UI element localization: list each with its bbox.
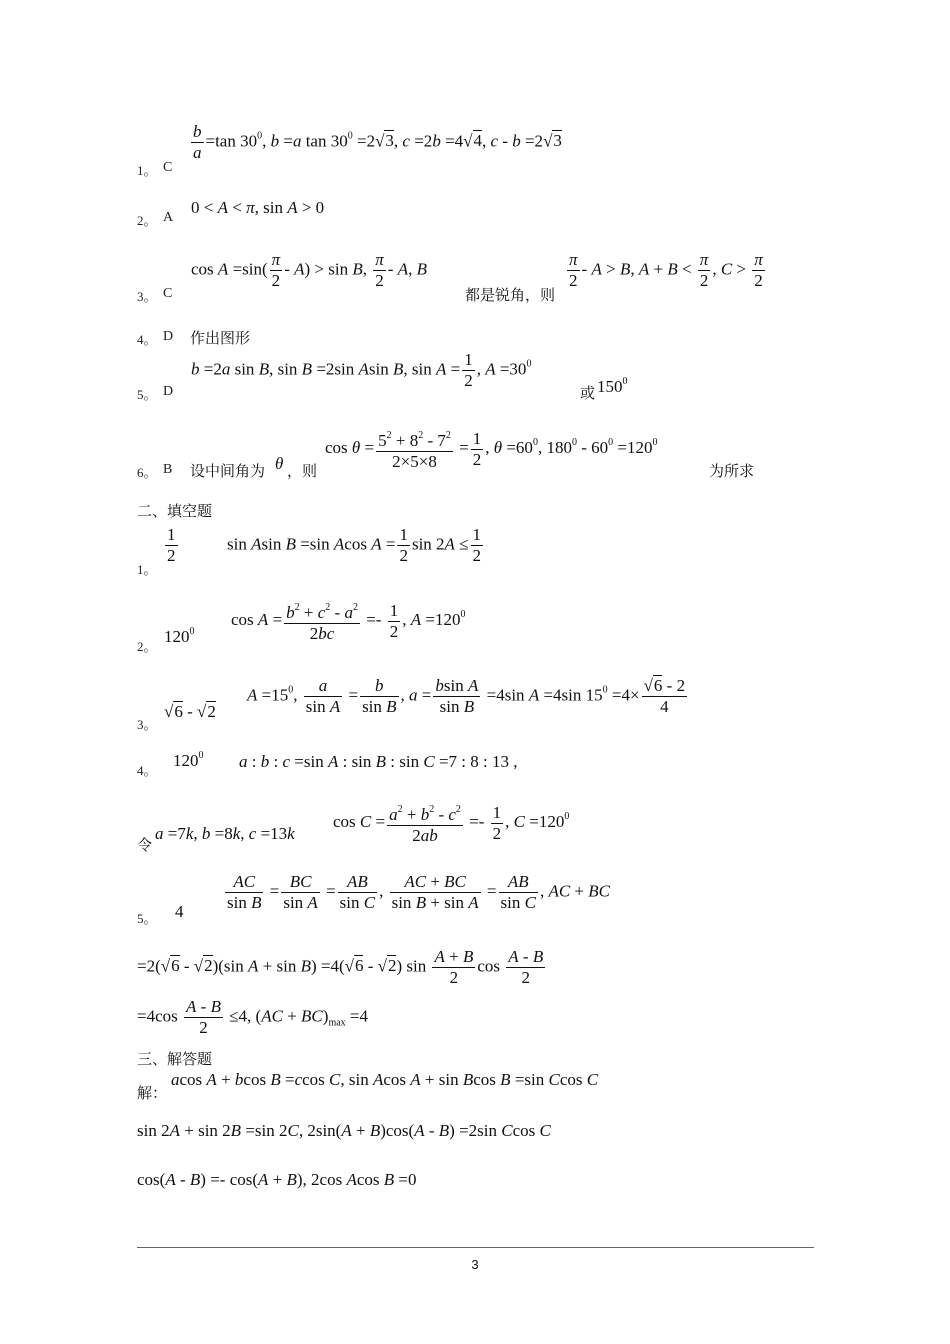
note: 作出图形 <box>190 331 251 347</box>
answer: $\frac{1}{2}$ <box>167 525 176 565</box>
note: 都是锐角，则 <box>465 288 556 304</box>
answer: $120^0$ <box>173 750 204 770</box>
footer-rule <box>137 1247 814 1248</box>
formula: $\frac{AC}{\text{sin B}}$ = $\frac{BC}{\text{sin A}}$ = $\frac{AB}{\text{sin C}}$ , $\frac{AC + BC}{\text{sin B + sin A}}$ = $\frac{AB}{\text{sin C}}$ , AC + BC <box>227 872 610 912</box>
item-number: 4。 <box>137 332 157 347</box>
formula: sin Asin B =sin Acos A = $\frac{1}{2}$ sin 2A ≤ $\frac{1}{2}$ <box>227 525 482 565</box>
note: ，则 <box>287 464 318 480</box>
formula: 0 < A < π, sin A > 0 <box>191 198 325 217</box>
item-number: 5。 <box>137 387 157 402</box>
formula: $150^0$ <box>597 376 628 396</box>
item-number: 2。 <box>137 639 157 654</box>
page-number: 3 <box>471 1257 479 1272</box>
item-number: 1。 <box>137 562 157 577</box>
item-answer: B <box>163 462 173 477</box>
item-answer: A <box>163 210 174 225</box>
note: 为所求 <box>709 464 755 480</box>
item-number: 3。 <box>137 289 157 304</box>
fill-item-5-line2: =2(√6 - √2)(sin A + sin B) =4(√6 - √2) sin $\frac{A + B}{2}$ cos $\frac{A - B}{2}$ <box>137 947 544 987</box>
answer-value: 120 <box>164 627 190 646</box>
item-number: 5。 <box>137 911 157 926</box>
item-number: 4。 <box>137 763 157 778</box>
solve-label: 解： <box>137 1086 168 1102</box>
formula: $\frac{b}{a}$ =tan $30^0$, b =a $\tan 30^0 =2√3$, c =2b =4√4, c - b =2√3 <box>193 122 562 162</box>
item-answer: D <box>163 329 174 344</box>
answer: $120^0$ <box>164 626 195 646</box>
answer: 4 <box>175 902 184 921</box>
item-number: 6。 <box>137 465 157 480</box>
formula: cos C = $\frac{a^2 + b^2 - c^2}{2ab}$ =- $\frac{1}{2}$ , $C =120^0$ <box>333 800 569 846</box>
formula: $\frac{\pi}{2}$ - A > B, A + B < $\frac{\pi}{2}$ , C > $\frac{\pi}{2}$ <box>569 250 763 290</box>
solution-line-3: cos(A - B) =- cos(A + B), 2cos Acos B =0 <box>137 1170 417 1189</box>
formula: $A =15^0$, $\frac{a}{\text{sin A}}$ = $\frac{b}{\text{sin B}}$ , a = $\frac{\text{bsin A}}{\text{sin B}}$ =4sin A =4sin $15^0 =4\times$ $\frac{√6 - 2}{4}$ <box>247 676 686 716</box>
answer: √6 - √2 <box>164 702 216 721</box>
item-answer: C <box>163 160 173 175</box>
formula: cos θ = $\frac{5^2 + 8^2 - 7^2}{2\times 5\times 8}$ = $\frac{1}{2}$ , $\theta =60^0$, $180^0 - 60^0 =120^0$ <box>325 426 657 472</box>
formula: a : b : c =sin A : sin B : sin C =7 : 8 : 13 , <box>239 752 518 771</box>
item-number: 1。 <box>137 163 157 178</box>
note: 设中间角为 <box>190 464 266 480</box>
item-answer: D <box>163 384 174 399</box>
answer-value: 120 <box>173 751 199 770</box>
note: 令 <box>137 838 153 854</box>
item-number: 2。 <box>137 213 157 228</box>
formula: θ <box>275 454 284 473</box>
item-answer: C <box>163 286 173 301</box>
formula: cos A = $\frac{b^2 + c^2 - a^2}{2bc}$ =- $\frac{1}{2}$ , $A =120^0$ <box>231 598 465 644</box>
formula: b =2a sin B, sin B =2sin Asin B, sin A = $\frac{1}{2}$ , $A =30^0$ <box>191 350 532 390</box>
fill-item-5-line3: =4cos $\frac{A - B}{2}$ ≤4, $(AC + BC)_{max} =4$ <box>137 997 368 1037</box>
solution-line-2: sin 2A + sin 2B =sin 2C, 2sin(A + B)cos(A - B) =2sin Ccos C <box>137 1121 551 1140</box>
item-number: 3。 <box>137 717 157 732</box>
section-heading: 二、填空题 <box>137 504 213 520</box>
formula: acos A + bcos B =ccos C, sin Acos A + sin Bcos B =sin Ccos C <box>171 1070 599 1089</box>
formula: a =7k, b =8k, c =13k <box>155 824 295 843</box>
formula: cos A =sin( $\frac{\pi}{2}$ - A) > sin B, $\frac{\pi}{2}$ - A, B <box>191 250 427 290</box>
section-heading: 三、解答题 <box>137 1052 213 1068</box>
note: 或 <box>580 386 596 402</box>
